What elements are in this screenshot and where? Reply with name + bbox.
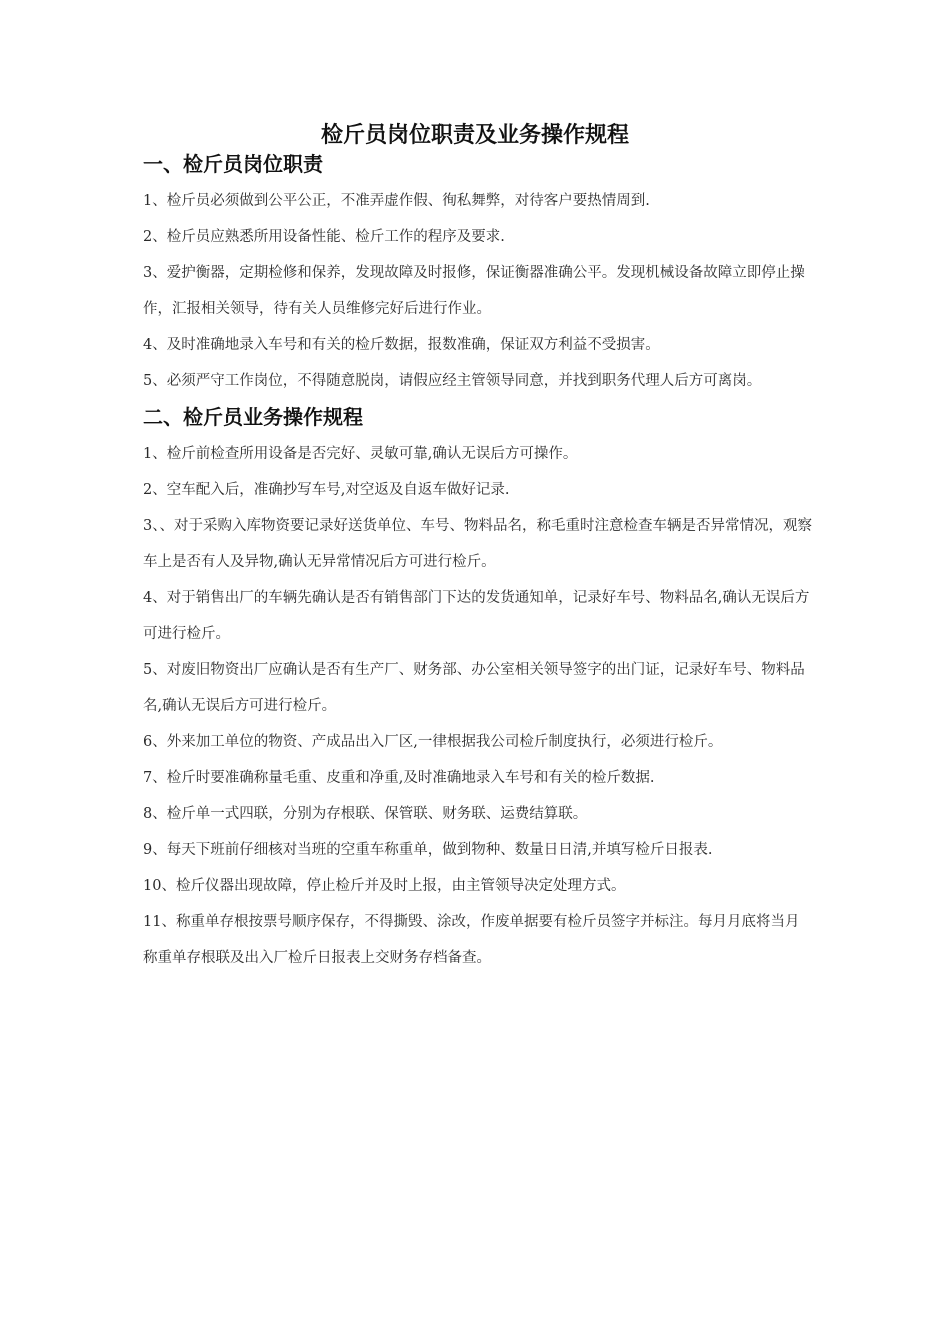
duty-item-1: 1、检斤员必须做到公平公正，不准弄虚作假、徇私舞弊，对待客户要热情周到. (143, 193, 650, 209)
duty-item-3: 3、爱护衡器，定期检修和保养，发现故障及时报修，保证衡器准确公平。发现机械设备故障立即停止操作，汇报相关领导，待有关人员维修完好后进行作业。 (143, 265, 805, 317)
procedure-item-7: 7、检斤时要准确称量毛重、皮重和净重,及时准确地录入车号和有关的检斤数据. (143, 770, 655, 786)
procedure-item-1: 1、检斤前检查所用设备是否完好、灵敏可靠,确认无误后方可操作。 (143, 446, 578, 462)
document-body (143, 150, 813, 976)
procedure-item-10: 10、检斤仪器出现故障，停止检斤并及时上报，由主管领导决定处理方式。 (143, 878, 626, 894)
duty-item-4: 4、及时准确地录入车号和有关的检斤数据，报数准确，保证双方利益不受损害。 (143, 337, 660, 353)
duty-item-5: 5、必须严守工作岗位，不得随意脱岗，请假应经主管领导同意，并找到职务代理人后方可离岗。 (143, 373, 762, 389)
procedure-item-11: 11、称重单存根按票号顺序保存，不得撕毁、涂改，作废单据要有检斤员签字并标注。每月月底将当月称重单存根联及出入厂检斤日报表上交财务存档备查。 (143, 914, 800, 966)
duty-item-2: 2、检斤员应熟悉所用设备性能、检斤工作的程序及要求. (143, 229, 505, 245)
procedure-item-9: 9、每天下班前仔细核对当班的空重车称重单，做到物种、数量日日清,并填写检斤日报表. (143, 842, 713, 858)
procedure-item-3: 3、、对于采购入库物资要记录好送货单位、车号、物料品名，称毛重时注意检查车辆是否异常情况，观察车上是否有人及异物,确认无异常情况后方可进行检斤。 (143, 518, 812, 570)
procedure-item-2: 2、空车配入后，准确抄写车号,对空返及自返车做好记录. (143, 482, 510, 498)
procedure-item-5: 5、对废旧物资出厂应确认是否有生产厂、财务部、办公室相关领导签字的出门证，记录好车号、物料品名,确认无误后方可进行检斤。 (143, 662, 805, 714)
document-title: 检斤员岗位职责及业务操作规程 (320, 123, 629, 148)
procedure-item-4: 4、对于销售出厂的车辆先确认是否有销售部门下达的发货通知单，记录好车号、物料品名,确认无误后方可进行检斤。 (143, 590, 810, 642)
procedures-list (143, 436, 813, 976)
procedure-item-8: 8、检斤单一式四联，分别为存根联、保管联、财务联、运费结算联。 (143, 806, 588, 822)
section-heading-duties: 一、检斤员岗位职责 (143, 152, 323, 176)
procedure-item-6: 6、外来加工单位的物资、产成品出入厂区,一律根据我公司检斤制度执行，必须进行检斤。 (143, 734, 723, 750)
duties-list (143, 183, 813, 399)
section-heading-procedures: 二、检斤员业务操作规程 (143, 405, 363, 429)
